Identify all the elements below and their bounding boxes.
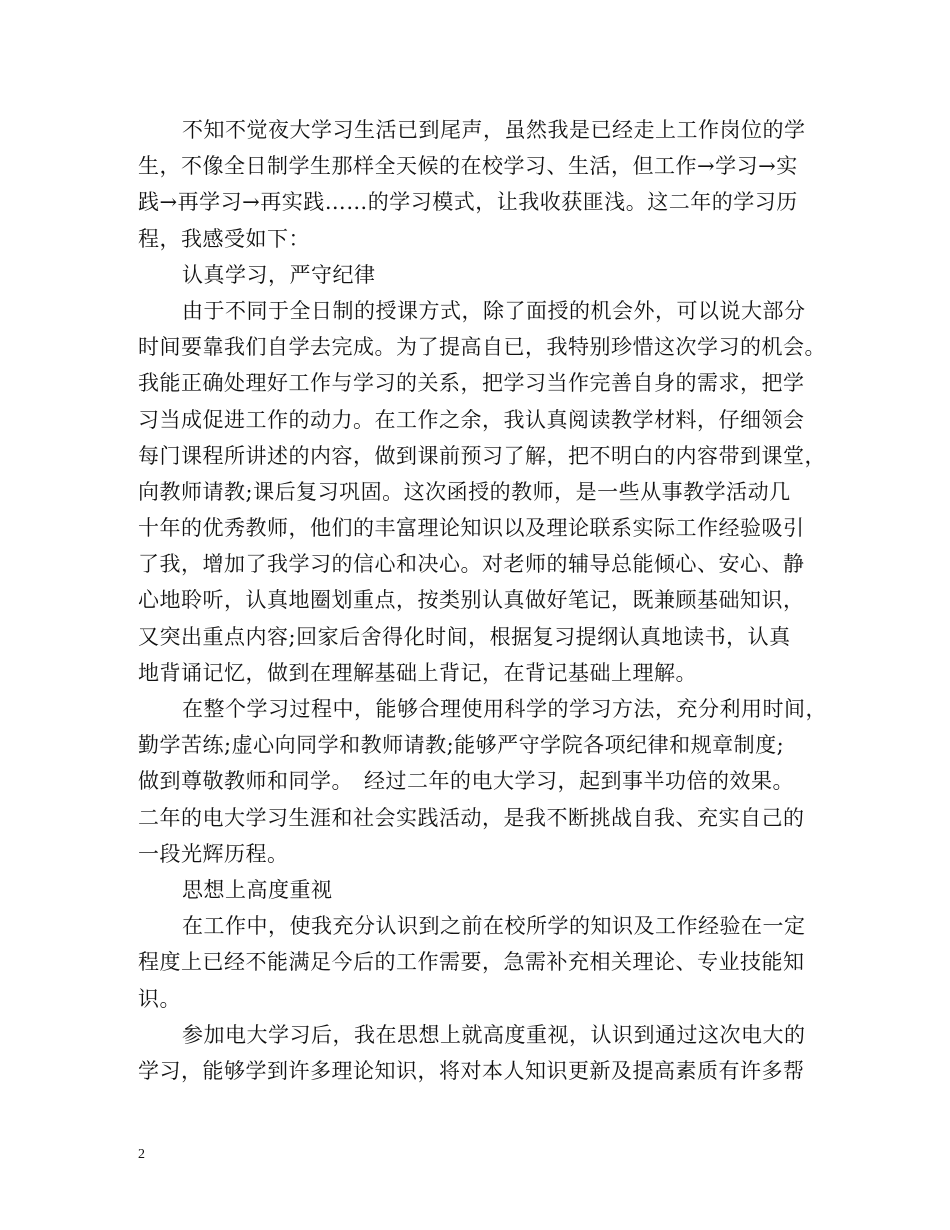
text-line: 思想上高度重视: [182, 877, 333, 902]
page-number: 2: [138, 1147, 145, 1162]
text-line: 践→再学习→再实践……的学习模式，让我收获匪浅。这二年的学习历: [138, 190, 798, 215]
text-line: 不知不觉夜大学习生活已到尾声，虽然我是已经走上工作岗位的学: [182, 118, 806, 142]
text-line: 向教师请教;课后复习巩固。这次函授的教师，是一些从事教学活动几: [138, 479, 791, 504]
text-line: 又突出重点内容;回家后舍得化时间，根据复习提纲认真地读书，认真: [138, 624, 791, 649]
text-line: 认真学习，严守纪律: [182, 262, 376, 287]
text-line: 生，不像全日制学生那样全天候的在校学习、生活，但工作→学习→实: [138, 154, 798, 179]
text-line: 十年的优秀教师，他们的丰富理论知识以及理论联系实际工作经验吸引: [138, 516, 805, 541]
text-line: 由于不同于全日制的授课方式，除了面授的机会外，可以说大部分: [182, 298, 806, 323]
text-line: 地背诵记忆，做到在理解基础上背记，在背记基础上理解。: [138, 660, 697, 685]
text-line: 程，我感受如下：: [138, 226, 310, 251]
text-line: 在整个学习过程中，能够合理使用科学的学习方法，充分利用时间，: [182, 697, 827, 721]
text-line: 了我，增加了我学习的信心和决心。对老师的辅导总能倾心、安心、静: [138, 552, 805, 577]
text-line: 时间要靠我们自学去完成。为了提高自已，我特别珍惜这次学习的机会。: [138, 335, 826, 360]
text-line: 勤学苦练;虚心向同学和教师请教;能够严守学院各项纪律和规章制度;: [138, 733, 785, 758]
text-line: 识。: [138, 986, 181, 1011]
text-line: 心地聆听，认真地圈划重点，按类别认真做好笔记，既兼顾基础知识，: [138, 588, 805, 613]
text-line: 做到尊敬教师和同学。 经过二年的电大学习，起到事半功倍的效果。: [138, 769, 794, 794]
text-line: 习当成促进工作的动力。在工作之余，我认真阅读教学材料，仔细领会: [138, 407, 805, 432]
document-body: [138, 112, 838, 1089]
text-line: 参加电大学习后，我在思想上就高度重视，认识到通过这次电大的: [182, 1022, 806, 1047]
text-line: 二年的电大学习生涯和社会实践活动，是我不断挑战自我、充实自己的: [138, 805, 805, 830]
text-line: 学习，能够学到许多理论知识，将对本人知识更新及提高素质有许多帮: [138, 1058, 805, 1083]
text-line: 每门课程所讲述的内容，做到课前预习了解，把不明白的内容带到课堂，: [138, 443, 826, 468]
text-line: 我能正确处理好工作与学习的关系，把学习当作完善自身的需求，把学: [138, 371, 805, 396]
text-line: 在工作中，使我充分认识到之前在校所学的知识及工作经验在一定: [182, 914, 806, 939]
text-line: 一段光辉历程。: [138, 841, 289, 866]
text-line: 程度上已经不能满足今后的工作需要，急需补充相关理论、专业技能知: [138, 950, 805, 975]
